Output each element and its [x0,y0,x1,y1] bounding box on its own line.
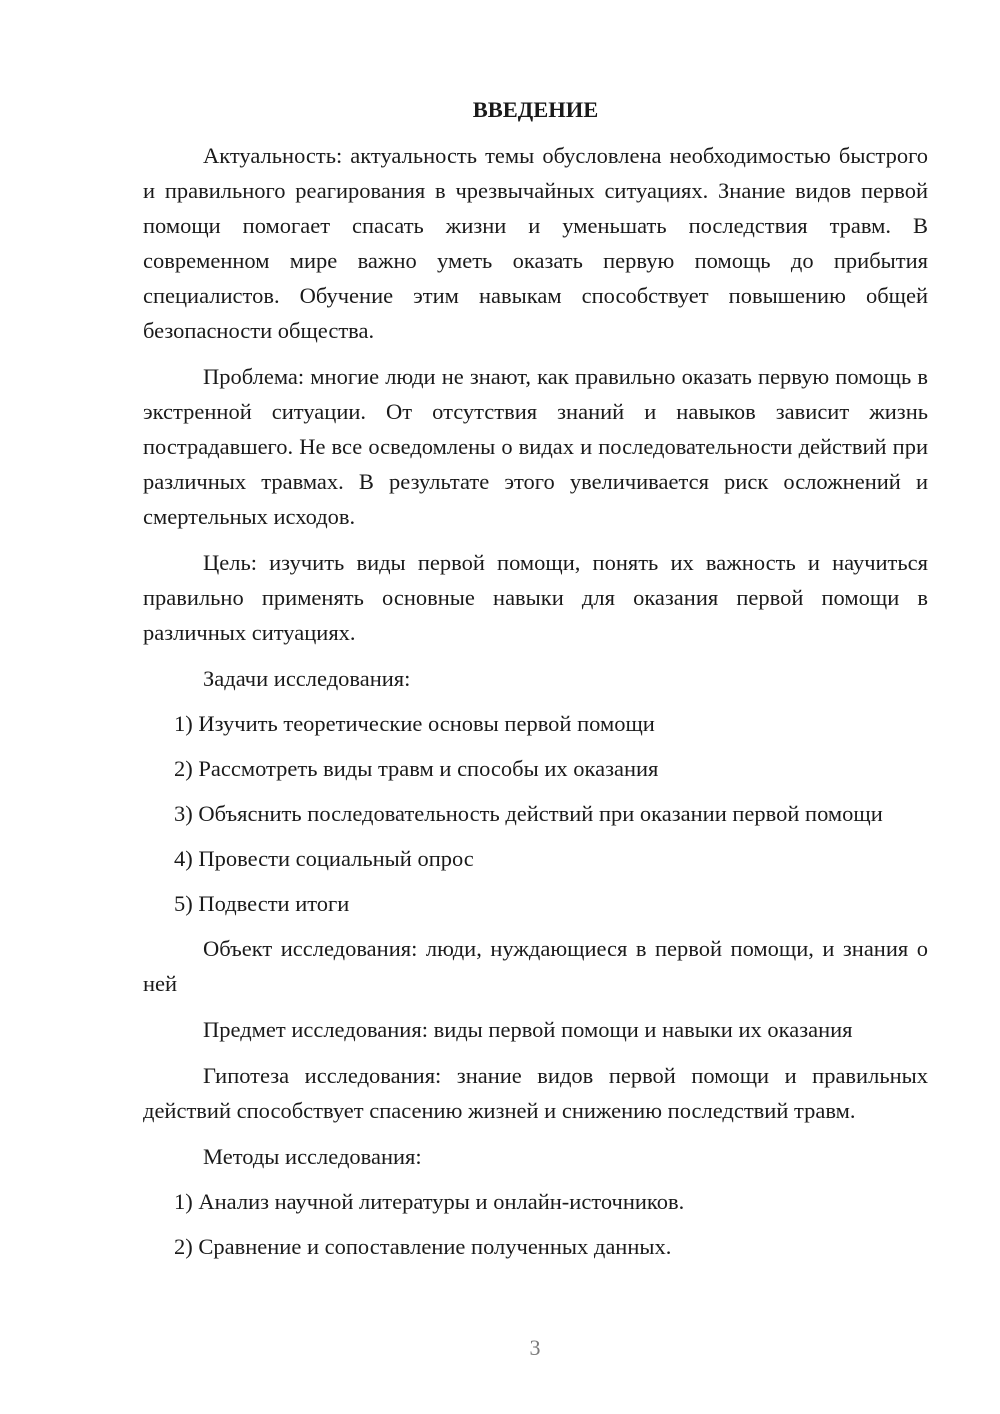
section-title: ВВЕДЕНИЕ [472,97,599,122]
tasks-heading: Задачи исследования: [203,666,411,691]
method-item-2: 2) Сравнение и сопоставление полученных данных. [174,1234,672,1259]
hypothesis-paragraph: Гипотеза исследования: знание видов первой помощи и правильных действий способствует спасению жизней и снижению последствий травм. [143,1063,928,1123]
page-number: 3 [529,1335,541,1360]
task-item-5: 5) Подвести итоги [174,891,350,916]
task-item-4: 4) Провести социальный опрос [174,846,474,871]
task-item-1: 1) Изучить теоретические основы первой помощи [174,711,655,736]
methods-heading: Методы исследования: [203,1144,422,1169]
object-paragraph: Объект исследования: люди, нуждающиеся в первой помощи, и знания о ней [143,936,928,996]
page-content [143,92,928,1274]
goal-paragraph: Цель: изучить виды первой помощи, понять их важность и научиться правильно применять основные навыки для оказания первой помощи в различных ситуациях. [143,550,928,645]
relevance-paragraph: Актуальность: актуальность темы обусловлена необходимостью быстрого и правильного реагирования в чрезвычайных ситуациях. Знание видов первой помощи помогает спасать жизни и уменьшать последствия травм. В современном мире важно уметь оказать первую помощь до прибытия специалистов. Обучение этим навыкам способствует повышению общей безопасности общества. [143,143,928,343]
method-item-1: 1) Анализ научной литературы и онлайн-источников. [174,1189,685,1214]
problem-paragraph: Проблема: многие люди не знают, как правильно оказать первую помощь в экстренной ситуации. От отсутствия знаний и навыков зависит жизнь пострадавшего. Не все осведомлены о видах и последовательности действий при различных травмах. В результате этого увеличивается риск осложнений и смертельных исходов. [143,364,928,529]
subject-paragraph: Предмет исследования: виды первой помощи и навыки их оказания [203,1017,853,1042]
task-item-3: 3) Объяснить последовательность действий при оказании первой помощи [174,801,883,826]
task-item-2: 2) Рассмотреть виды травм и способы их оказания [174,756,659,781]
